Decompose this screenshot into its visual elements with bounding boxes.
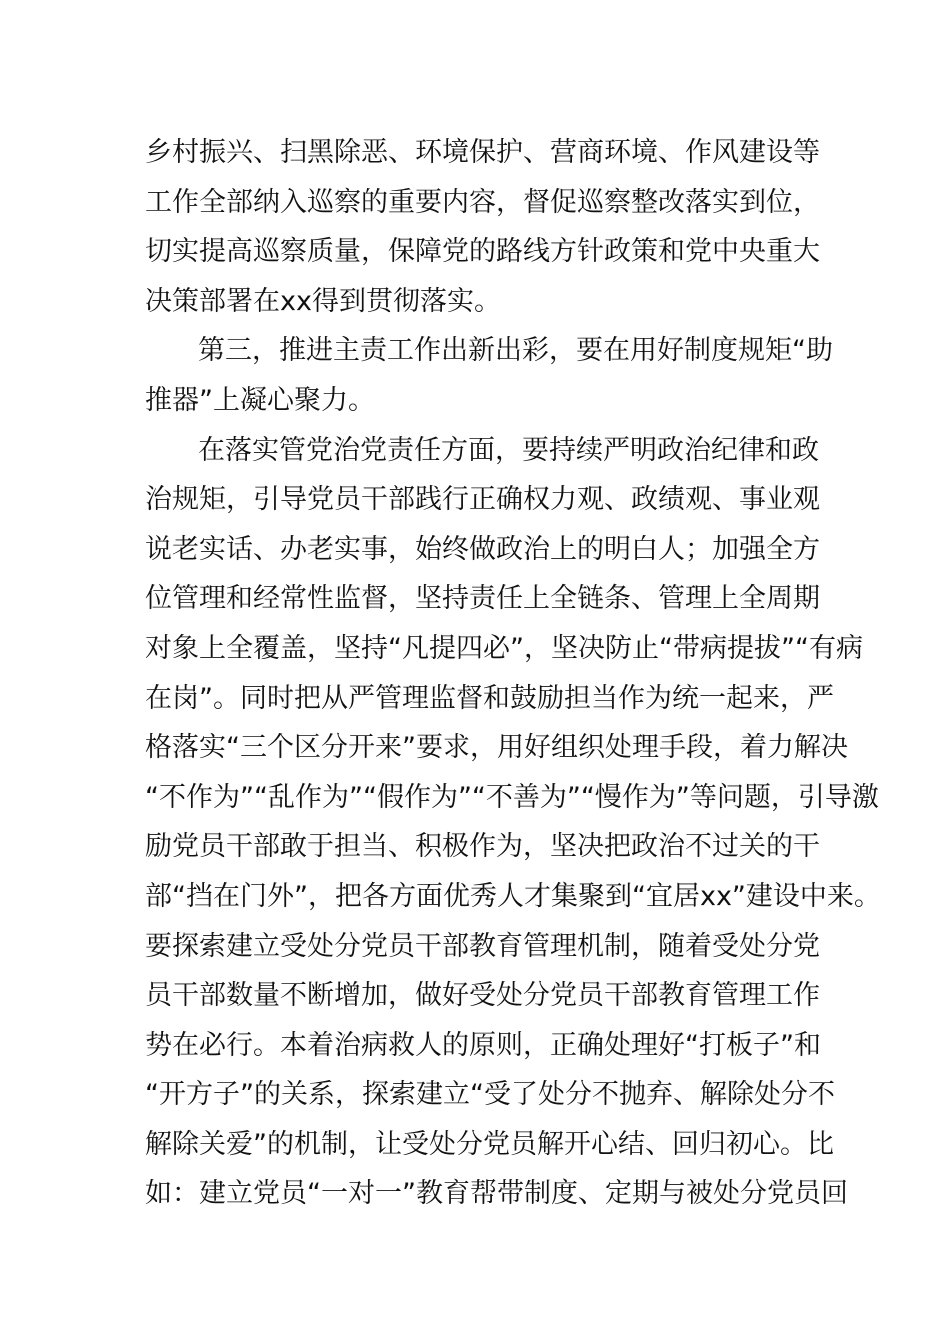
text-line: 部“挡在门外”，把各方面优秀人才集聚到“宜居xx”建设中来。 [145, 880, 881, 912]
text-line: 切实提高巡察质量，保障党的路线方针政策和党中央重大 [145, 236, 820, 268]
text-line: 要探索建立受处分党员干部教育管理机制，随着受处分党 [145, 930, 820, 962]
text-line: 员干部数量不断增加，做好受处分党员干部教育管理工作 [145, 980, 820, 1012]
text-line: 乡村振兴、扫黑除恶、环境保护、营商环境、作风建设等 [145, 137, 820, 168]
text-line: 推器”上凝心聚力。 [145, 384, 375, 416]
text-line: 励党员干部敢于担当、积极作为，坚决把政治不过关的干 [145, 831, 820, 863]
text-line: 解除关爱”的机制，让受处分党员解开心结、回归初心。比 [145, 1128, 834, 1160]
body-text [145, 128, 881, 1219]
text-line: 决策部署在xx得到贯彻落实。 [145, 285, 501, 317]
text-line: 工作全部纳入巡察的重要内容，督促巡察整改落实到位， [145, 186, 820, 218]
text-line: 对象上全覆盖，坚持“凡提四必”，坚决防止“带病提拔”“有病 [145, 632, 863, 664]
text-line: 格落实“三个区分开来”要求，用好组织处理手段，着力解决 [145, 732, 848, 764]
text-line: “不作为”“乱作为”“假作为”“不善为”“慢作为”等问题，引导激 [145, 781, 879, 813]
text-line: 位管理和经常性监督，坚持责任上全链条、管理上全周期 [145, 583, 820, 615]
text-line: 在岗”。同时把从严管理监督和鼓励担当作为统一起来，严 [145, 682, 834, 714]
text-line: 说老实话、办老实事，始终做政治上的明白人；加强全方 [145, 533, 820, 565]
text-line: 势在必行。本着治病救人的原则，正确处理好“打板子”和 [145, 1029, 821, 1061]
text-line: “开方子”的关系，探索建立“受了处分不抛弃、解除处分不 [145, 1079, 835, 1111]
text-line: 第三，推进主责工作出新出彩，要在用好制度规矩“助 [198, 335, 833, 367]
text-line: 在落实管党治党责任方面，要持续严明政治纪律和政 [198, 434, 819, 466]
text-line: 如：建立党员“一对一”教育帮带制度、定期与被处分党员回 [145, 1178, 848, 1210]
text-line: 治规矩，引导党员干部践行正确权力观、政绩观、事业观 [145, 484, 820, 516]
